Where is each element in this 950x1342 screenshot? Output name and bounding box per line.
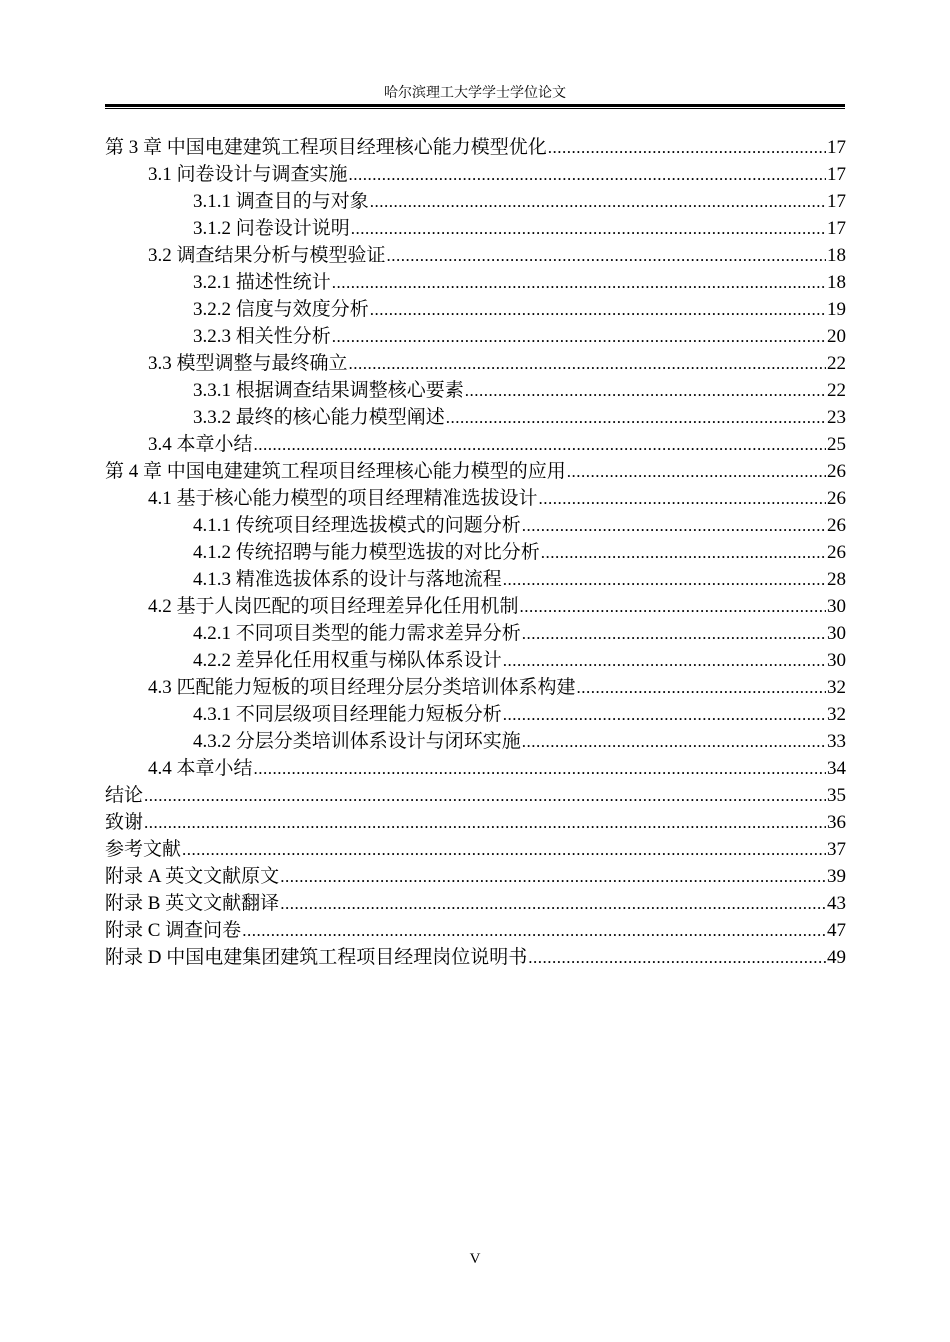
toc-dot-leader: [349, 350, 826, 377]
toc-entry-level-3[interactable]: [105, 728, 846, 755]
toc-entry-level-1[interactable]: [105, 890, 846, 917]
toc-entry-page: 26: [827, 542, 846, 563]
toc-entry-level-1[interactable]: [105, 134, 846, 161]
toc-entry-page: 32: [827, 704, 846, 725]
toc-entry-level-3[interactable]: [105, 566, 846, 593]
toc-entry-level-1[interactable]: [105, 458, 846, 485]
toc-entry-level-3[interactable]: [105, 512, 846, 539]
toc-dot-leader: [254, 431, 826, 458]
toc-dot-leader: [144, 782, 826, 809]
toc-entry-title: 3.1.2 问卷设计说明: [193, 218, 350, 239]
toc-dot-leader: [539, 485, 826, 512]
toc-entry-page: 23: [827, 407, 846, 428]
toc-entry-title: 3.3 模型调整与最终确立: [148, 353, 348, 374]
toc-dot-leader: [528, 944, 826, 971]
toc-entry-title: 4.2 基于人岗匹配的项目经理差异化任用机制: [148, 596, 519, 617]
toc-entry-title: 4.3 匹配能力短板的项目经理分层分类培训体系构建: [148, 677, 576, 698]
toc-entry-level-2[interactable]: [105, 350, 846, 377]
toc-dot-leader: [280, 863, 826, 890]
toc-entry-title: 附录 B 英文文献翻译: [105, 893, 280, 914]
toc-entry-page: 19: [827, 299, 846, 320]
toc-dot-leader: [387, 242, 826, 269]
toc-entry-page: 18: [827, 245, 846, 266]
toc-dot-leader: [465, 377, 826, 404]
toc-entry-page: 43: [827, 893, 846, 914]
toc-entry-title: 附录 A 英文文献原文: [105, 866, 280, 887]
toc-entry-title: 4.1.2 传统招聘与能力模型选拔的对比分析: [193, 542, 540, 563]
toc-entry-title: 4.3.1 不同层级项目经理能力短板分析: [193, 704, 502, 725]
toc-entry-level-2[interactable]: [105, 674, 846, 701]
toc-dot-leader: [503, 566, 826, 593]
toc-entry-title: 3.2.3 相关性分析: [193, 326, 331, 347]
toc-entry-level-1[interactable]: [105, 944, 846, 971]
toc-entry-page: 26: [827, 515, 846, 536]
toc-entry-title: 3.3.1 根据调查结果调整核心要素: [193, 380, 464, 401]
toc-entry-title: 4.1.3 精准选拔体系的设计与落地流程: [193, 569, 502, 590]
toc-dot-leader: [332, 269, 826, 296]
toc-entry-level-3[interactable]: [105, 215, 846, 242]
toc-entry-level-1[interactable]: [105, 782, 846, 809]
page-number: V: [469, 1251, 481, 1267]
toc-entry-page: 30: [827, 596, 846, 617]
toc-entry-title: 4.2.2 差异化任用权重与梯队体系设计: [193, 650, 502, 671]
toc-entry-level-3[interactable]: [105, 701, 846, 728]
toc-entry-title: 3.2.2 信度与效度分析: [193, 299, 369, 320]
running-header: 哈尔滨理工大学学士学位论文: [384, 86, 566, 101]
toc-dot-leader: [351, 215, 826, 242]
toc-entry-title: 附录 C 调查问卷: [105, 920, 242, 941]
toc-entry-title: 4.1 基于核心能力模型的项目经理精准选拔设计: [148, 488, 538, 509]
toc-entry-title: 4.4 本章小结: [148, 758, 253, 779]
toc-entry-level-2[interactable]: [105, 593, 846, 620]
toc-entry-title: 结论: [105, 785, 144, 806]
toc-entry-title: 附录 D 中国电建集团建筑工程项目经理岗位说明书: [105, 947, 528, 968]
toc-entry-level-2[interactable]: [105, 755, 846, 782]
toc-entry-title: 第 3 章 中国电建建筑工程项目经理核心能力模型优化: [105, 137, 547, 158]
toc-dot-leader: [144, 809, 826, 836]
toc-entry-page: 30: [827, 650, 846, 671]
toc-dot-leader: [503, 647, 826, 674]
toc-dot-leader: [254, 755, 826, 782]
toc-entry-level-3[interactable]: [105, 296, 846, 323]
toc-entry-page: 17: [827, 191, 846, 212]
toc-entry-title: 参考文献: [105, 839, 182, 860]
toc-entry-page: 22: [827, 353, 846, 374]
toc-entry-title: 3.2.1 描述性统计: [193, 272, 331, 293]
toc-entry-level-2[interactable]: [105, 431, 846, 458]
toc-entry-title: 4.2.1 不同项目类型的能力需求差异分析: [193, 623, 521, 644]
toc-entry-title: 4.3.2 分层分类培训体系设计与闭环实施: [193, 731, 521, 752]
toc-entry-page: 35: [827, 785, 846, 806]
toc-entry-page: 30: [827, 623, 846, 644]
toc-entry-page: 22: [827, 380, 846, 401]
toc-dot-leader: [446, 404, 826, 431]
toc-dot-leader: [577, 674, 826, 701]
toc-entry-title: 第 4 章 中国电建建筑工程项目经理核心能力模型的应用: [105, 461, 566, 482]
toc-entry-page: 17: [827, 218, 846, 239]
toc-entry-page: 17: [827, 137, 846, 158]
toc-entry-page: 49: [827, 947, 846, 968]
toc-entry-page: 26: [827, 488, 846, 509]
toc-entry-title: 3.2 调查结果分析与模型验证: [148, 245, 386, 266]
toc-entry-page: 47: [827, 920, 846, 941]
toc-entry-level-3[interactable]: [105, 188, 846, 215]
toc-dot-leader: [522, 728, 826, 755]
table-of-contents: [105, 134, 846, 971]
header-rule-thin: [105, 108, 845, 109]
toc-entry-title: 3.1 问卷设计与调查实施: [148, 164, 348, 185]
toc-dot-leader: [349, 161, 826, 188]
toc-entry-level-3[interactable]: [105, 647, 846, 674]
toc-entry-page: 26: [827, 461, 846, 482]
toc-entry-page: 18: [827, 272, 846, 293]
toc-dot-leader: [182, 836, 826, 863]
toc-dot-leader: [242, 917, 826, 944]
toc-entry-title: 致谢: [105, 812, 144, 833]
toc-entry-level-3[interactable]: [105, 377, 846, 404]
toc-entry-page: 37: [827, 839, 846, 860]
toc-entry-level-3[interactable]: [105, 404, 846, 431]
toc-dot-leader: [522, 620, 826, 647]
toc-entry-level-3[interactable]: [105, 269, 846, 296]
header-rule-thick: [105, 104, 845, 107]
toc-entry-page: 34: [827, 758, 846, 779]
toc-entry-page: 33: [827, 731, 846, 752]
toc-dot-leader: [370, 188, 826, 215]
toc-dot-leader: [548, 134, 826, 161]
toc-entry-level-1[interactable]: [105, 809, 846, 836]
toc-entry-level-1[interactable]: [105, 836, 846, 863]
toc-entry-page: 36: [827, 812, 846, 833]
toc-entry-title: 4.1.1 传统项目经理选拔模式的问题分析: [193, 515, 521, 536]
toc-dot-leader: [332, 323, 826, 350]
toc-entry-level-3[interactable]: [105, 323, 846, 350]
toc-entry-level-1[interactable]: [105, 863, 846, 890]
toc-dot-leader: [522, 512, 826, 539]
toc-entry-page: 20: [827, 326, 846, 347]
toc-entry-level-3[interactable]: [105, 620, 846, 647]
toc-entry-page: 28: [827, 569, 846, 590]
toc-entry-title: 3.1.1 调查目的与对象: [193, 191, 369, 212]
toc-dot-leader: [520, 593, 826, 620]
toc-entry-level-3[interactable]: [105, 539, 846, 566]
toc-entry-page: 17: [827, 164, 846, 185]
toc-dot-leader: [503, 701, 826, 728]
toc-entry-level-1[interactable]: [105, 917, 846, 944]
toc-dot-leader: [567, 458, 826, 485]
toc-entry-title: 3.4 本章小结: [148, 434, 253, 455]
toc-dot-leader: [280, 890, 826, 917]
toc-entry-page: 39: [827, 866, 846, 887]
toc-entry-level-2[interactable]: [105, 485, 846, 512]
toc-dot-leader: [541, 539, 826, 566]
toc-entry-level-2[interactable]: [105, 242, 846, 269]
toc-entry-title: 3.3.2 最终的核心能力模型阐述: [193, 407, 445, 428]
toc-entry-page: 32: [827, 677, 846, 698]
toc-entry-level-2[interactable]: [105, 161, 846, 188]
toc-entry-page: 25: [827, 434, 846, 455]
toc-dot-leader: [370, 296, 826, 323]
